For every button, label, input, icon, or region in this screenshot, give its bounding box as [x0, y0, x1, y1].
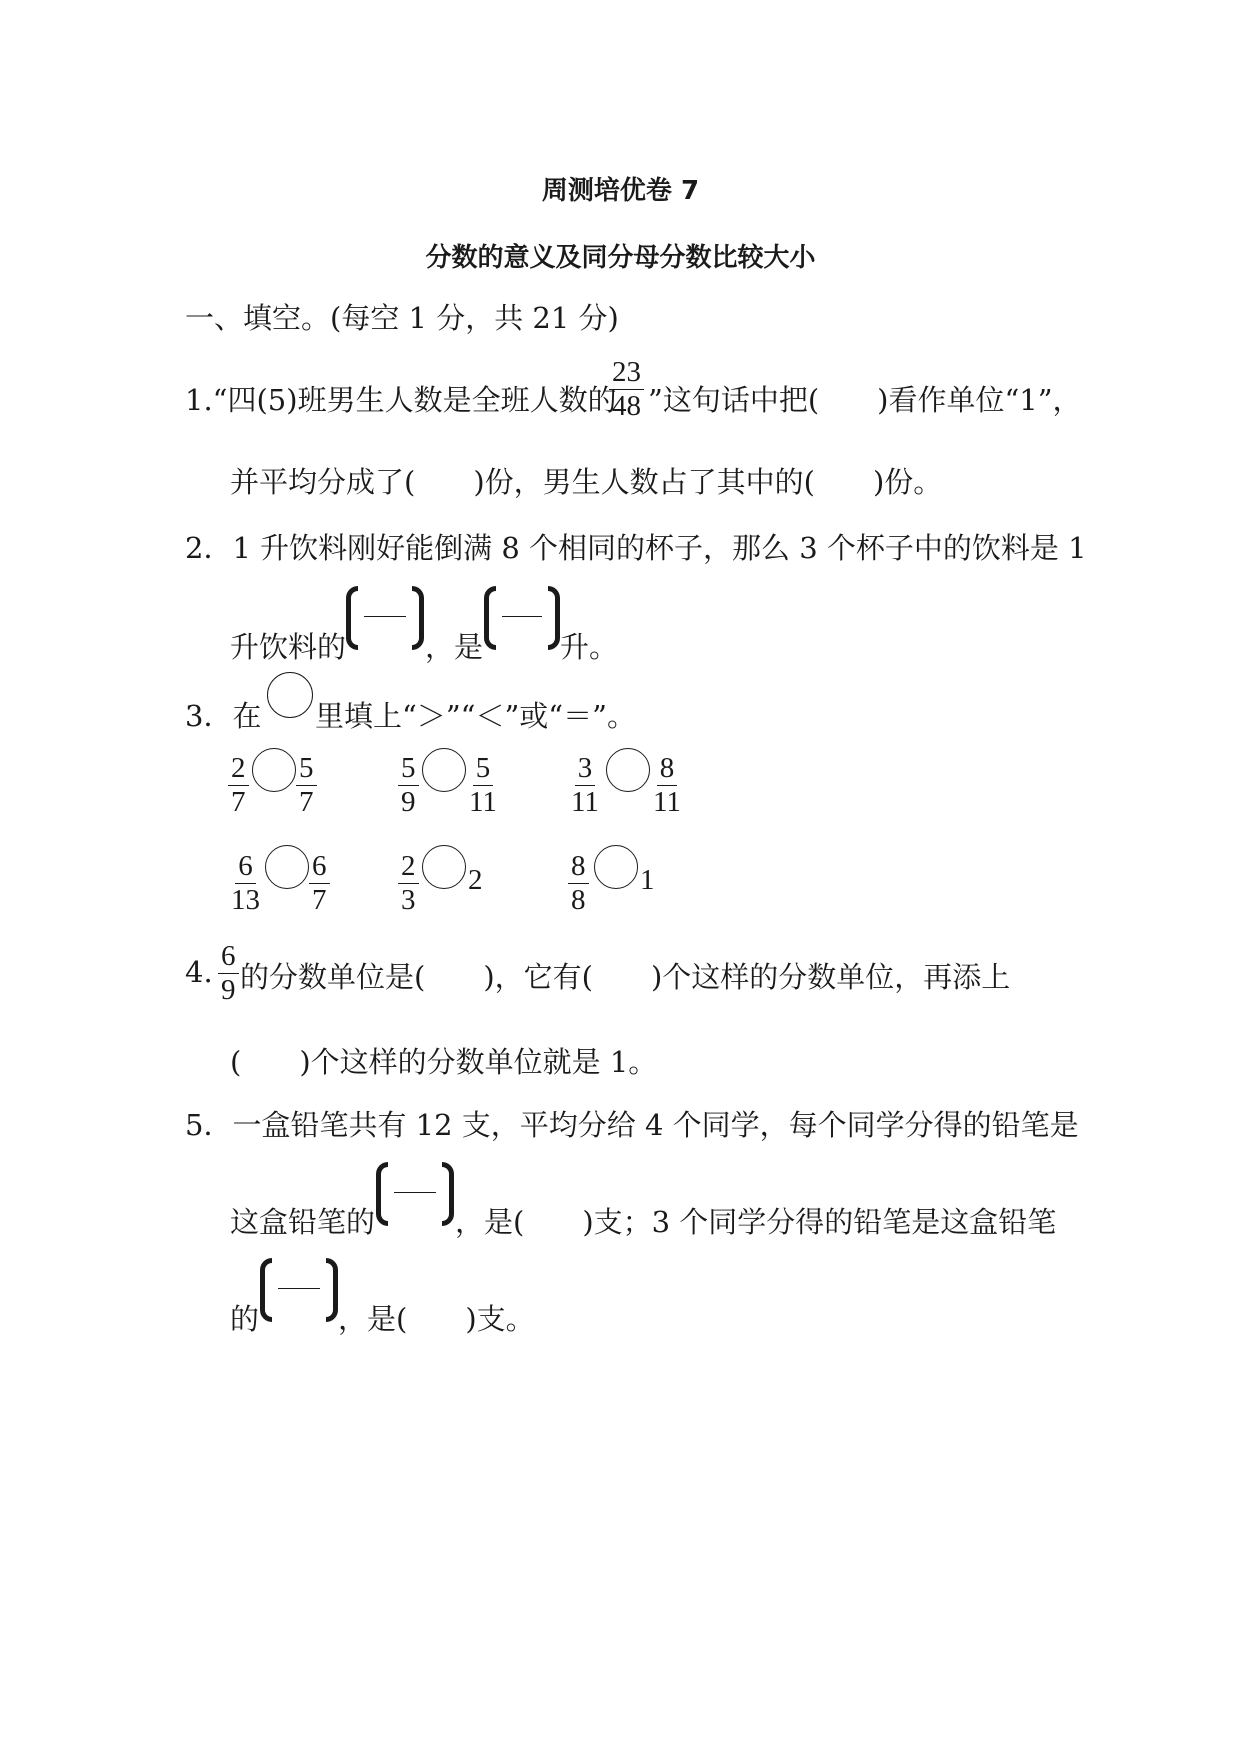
q4-fraction-numerator: 6	[218, 940, 239, 974]
q3-item3-left-fraction	[568, 752, 602, 819]
q1-line1-post: ”这句话中把( )看作单位“1”，	[648, 383, 1082, 417]
q3-item6-right-value: 1	[640, 864, 655, 896]
q4-fraction	[218, 940, 239, 1007]
q5-line2-b: ，是( )支；3 个同学分得的铅笔是这盒铅笔	[455, 1205, 1057, 1239]
q5-line3-b: ，是( )支。	[338, 1302, 535, 1336]
q3-item5-left-fraction	[398, 850, 419, 917]
q1-fraction-denominator: 48	[612, 390, 641, 422]
q5-answer-fraction-box-1[interactable]	[376, 1162, 454, 1230]
q3-item3-right-den: 11	[653, 786, 681, 818]
q3-instruction-post: 里填上“＞”“＜”或“＝”。	[315, 699, 636, 733]
q3-item2-answer-circle[interactable]	[422, 748, 466, 792]
q3-item3-right-num: 8	[657, 752, 678, 786]
q4-line2: ( )个这样的分数单位就是 1。	[230, 1045, 658, 1079]
q5-line1: 5．一盒铅笔共有 12 支，平均分给 4 个同学，每个同学分得的铅笔是	[185, 1108, 1079, 1142]
section-heading: 一、填空。(每空 1 分，共 21 分)	[185, 301, 619, 335]
q3-item6-left-fraction	[568, 850, 589, 917]
q3-instruction-pre: 3．在	[185, 699, 262, 733]
q2-line2-a: 升饮料的	[230, 630, 347, 664]
q4-fraction-denominator: 9	[221, 974, 236, 1006]
q3-item5-left-den: 3	[401, 884, 416, 916]
q3-item4-left-den: 13	[231, 884, 260, 916]
q1-fraction-numerator: 23	[609, 356, 644, 390]
q3-item4-left-fraction	[228, 850, 263, 917]
q3-item3-left-num: 3	[575, 752, 596, 786]
q3-instruction-circle-icon	[267, 672, 313, 718]
q3-item3-left-den: 11	[571, 786, 599, 818]
q3-item1-right-fraction	[296, 752, 317, 819]
q3-item4-right-den: 7	[312, 884, 327, 916]
q2-answer-fraction-box-1[interactable]	[346, 586, 424, 654]
q5-answer-fraction-box-2[interactable]	[260, 1258, 338, 1326]
q3-item3-answer-circle[interactable]	[606, 748, 650, 792]
q5-line2-a: 这盒铅笔的	[230, 1205, 376, 1239]
q3-item4-answer-circle[interactable]	[265, 845, 309, 889]
q2-answer-fraction-box-2[interactable]	[484, 586, 560, 654]
q3-item2-left-den: 9	[401, 786, 416, 818]
q3-item1-left-den: 7	[231, 786, 246, 818]
q3-item6-left-num: 8	[568, 850, 589, 884]
q3-item5-left-num: 2	[398, 850, 419, 884]
q3-item4-left-num: 6	[235, 850, 256, 884]
q3-item1-left-fraction	[228, 752, 249, 819]
q3-item2-left-num: 5	[398, 752, 419, 786]
q3-item4-right-num: 6	[309, 850, 330, 884]
q3-item1-left-num: 2	[228, 752, 249, 786]
page-title: 周测培优卷 7	[541, 176, 700, 206]
q4-line1-post: 的分数单位是( )，它有( )个这样的分数单位，再添上	[240, 960, 1011, 994]
q3-item2-left-fraction	[398, 752, 419, 819]
q5-line3-a: 的	[230, 1302, 260, 1336]
q3-item1-right-num: 5	[296, 752, 317, 786]
q3-item1-right-den: 7	[299, 786, 314, 818]
q1-line1-pre: 1.“四(5)班男生人数是全班人数的	[185, 383, 617, 417]
q3-item4-right-fraction	[309, 850, 330, 917]
q1-line2: 并平均分成了( )份，男生人数占了其中的( )份。	[230, 465, 943, 499]
q3-item6-left-den: 8	[571, 884, 586, 916]
q2-line2-c: 升。	[560, 630, 619, 664]
q3-item5-right-value: 2	[468, 864, 483, 896]
q3-item5-answer-circle[interactable]	[422, 845, 466, 889]
q3-item6-answer-circle[interactable]	[594, 845, 638, 889]
q1-fraction	[609, 356, 644, 423]
q3-item2-right-fraction	[466, 752, 500, 819]
q4-label: 4.	[185, 955, 213, 989]
q2-line2-b: ，是	[425, 630, 484, 664]
q3-item2-right-den: 11	[469, 786, 497, 818]
q3-item1-answer-circle[interactable]	[252, 748, 296, 792]
q3-item3-right-fraction	[650, 752, 684, 819]
q2-line1: 2．1 升饮料刚好能倒满 8 个相同的杯子，那么 3 个杯子中的饮料是 1	[185, 531, 1087, 565]
q3-item2-right-num: 5	[473, 752, 494, 786]
page-subtitle: 分数的意义及同分母分数比较大小	[425, 243, 816, 273]
